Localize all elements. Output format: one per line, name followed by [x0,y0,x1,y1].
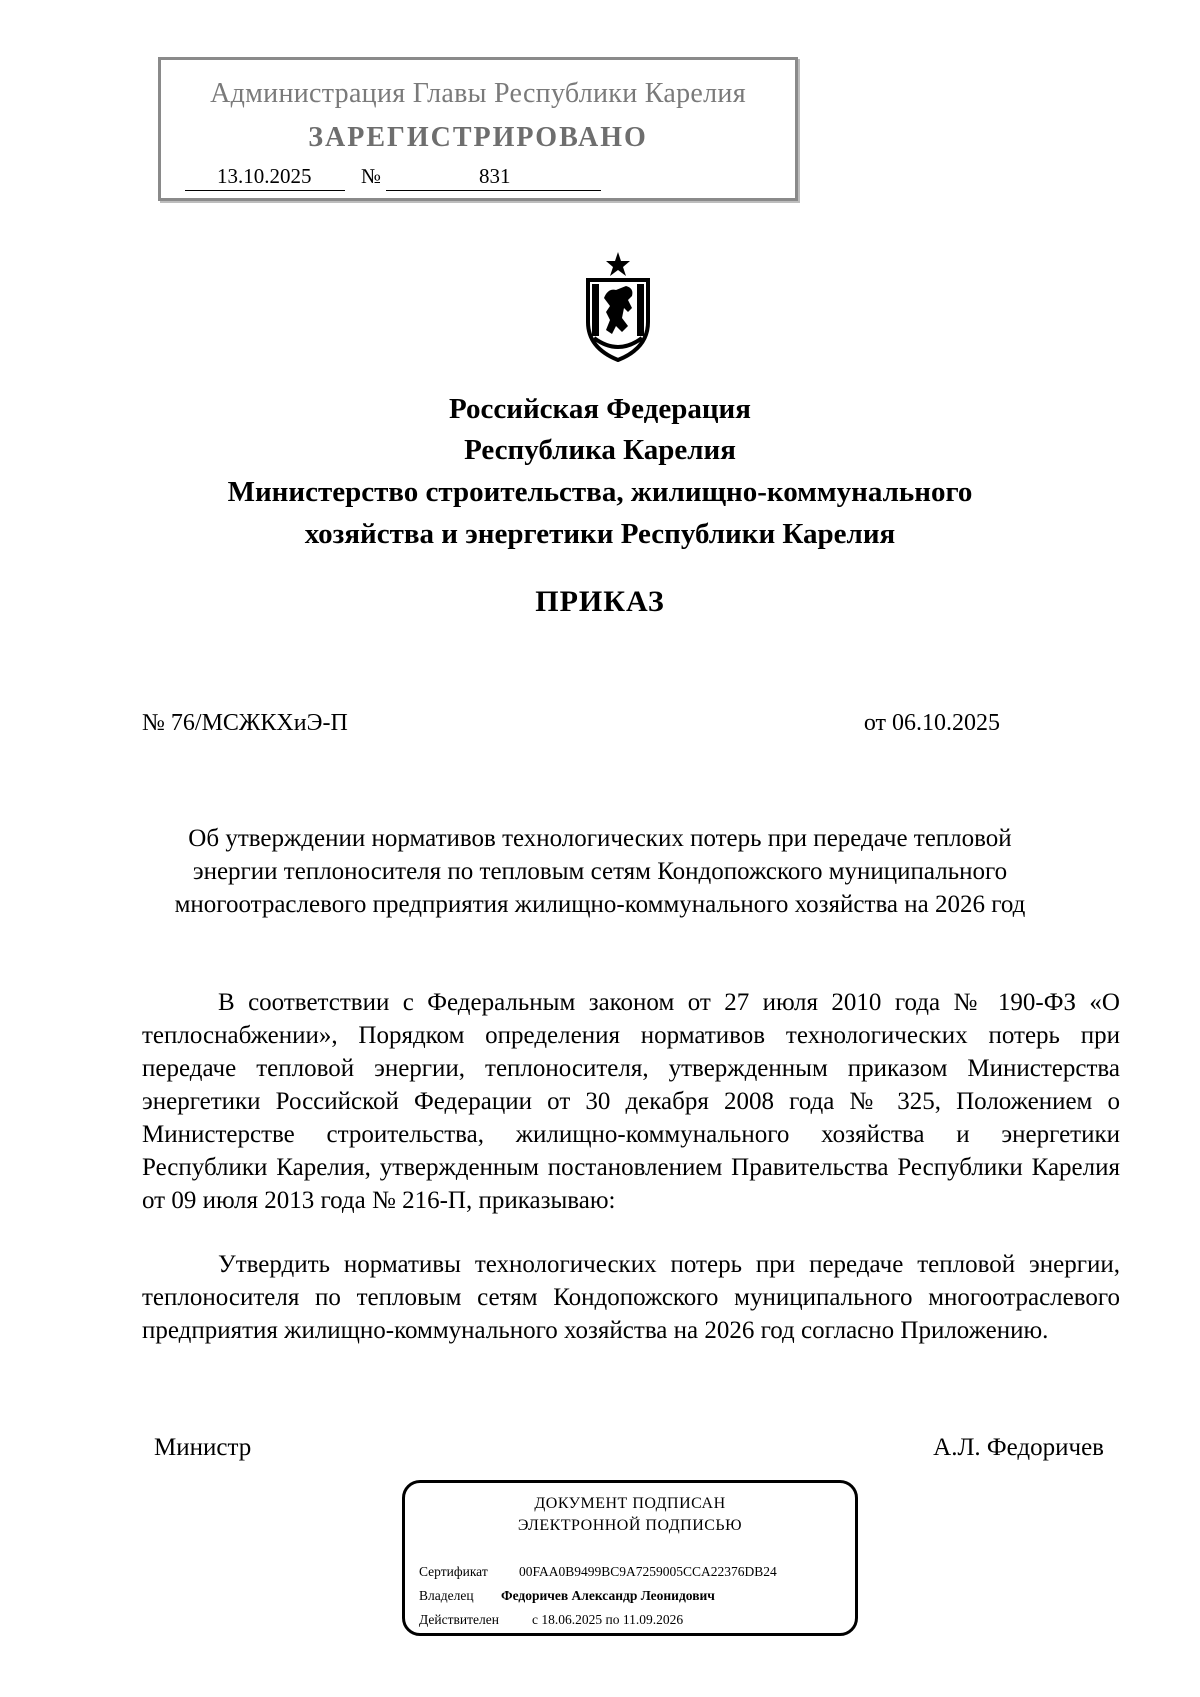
header-republic: Республика Карелия [464,434,736,466]
esig-certificate-row [419,1564,777,1580]
header-ministry-line2: хозяйства и энергетики Республики Карелия [304,518,896,550]
body-paragraph-2: Утвердить нормативы технологических потерь при передаче тепловой энергии, теплоносителя по тепловым сетям Кондопожского муниципального многоотраслевого предприятия жилищно-коммунального хозяйства на 2026 год согласно Приложению. [142,1251,1120,1344]
esig-owner-label: Владелец [419,1588,474,1603]
registration-number: 831 [479,164,511,188]
registration-date: 13.10.2025 [217,164,312,188]
esig-owner-row [419,1588,715,1604]
signer-name: А.Л. Федоричев [933,1434,1104,1461]
header-country: Российская Федерация [449,393,751,425]
esig-certificate-value: 00FAA0B9499BC9A7259005CCA22376DB24 [519,1564,777,1579]
registration-number-underline [386,190,601,191]
registration-organization: Администрация Главы Республики Карелия [210,78,746,109]
esig-validity-label: Действителен [419,1612,499,1627]
esig-validity-row [419,1612,684,1628]
body-paragraph-1: В соответствии с Федеральным законом от 27 июля 2010 года № 190-ФЗ «О теплоснабжении», Порядком определения нормативов технологических потерь при передаче тепловой энергии, теплоносителя, утвержденным приказом Министерства энергетики Российской Федерации от 30 декабря 2008 года № 325, Положением о Министерстве строительства, жилищно-коммунального хозяйства и энергетики Республики Карелия, утвержденным постановлением Правительства Республики Карелия от 09 июля 2013 года № 216-П, приказываю: [142,989,1120,1214]
esig-validity-value: с 18.06.2025 по 11.09.2026 [532,1612,684,1627]
registration-status: ЗАРЕГИСТРИРОВАНО [308,122,648,153]
registration-stamp [158,57,798,201]
registration-date-underline [185,190,345,191]
registration-number-sign: № [361,164,382,188]
order-number: № 76/МСЖКХиЭ-П [142,710,348,736]
order-subject: Об утверждении нормативов технологических потерь при передаче тепловой энергии теплоносителя по тепловым сетям Кондопожского муниципального многоотраслевого предприятия жилищно-коммунального хозяйства на 2026 год [174,825,1026,918]
header-ministry-line1: Министерство строительства, жилищно-коммунального [227,476,973,508]
document-type: ПРИКАЗ [535,585,665,618]
esig-heading-1: ДОКУМЕНТ ПОДПИСАН [534,1495,726,1512]
electronic-signature-stamp [402,1480,858,1636]
esig-heading-2: ЭЛЕКТРОННОЙ ПОДПИСЬЮ [517,1517,743,1534]
esig-certificate-label: Сертификат [419,1564,488,1579]
esig-owner-value: Федоричев Александр Леонидович [501,1588,715,1603]
signer-title: Министр [154,1434,252,1461]
order-date: от 06.10.2025 [863,710,1000,736]
karelia-coat-of-arms-icon [582,252,654,362]
